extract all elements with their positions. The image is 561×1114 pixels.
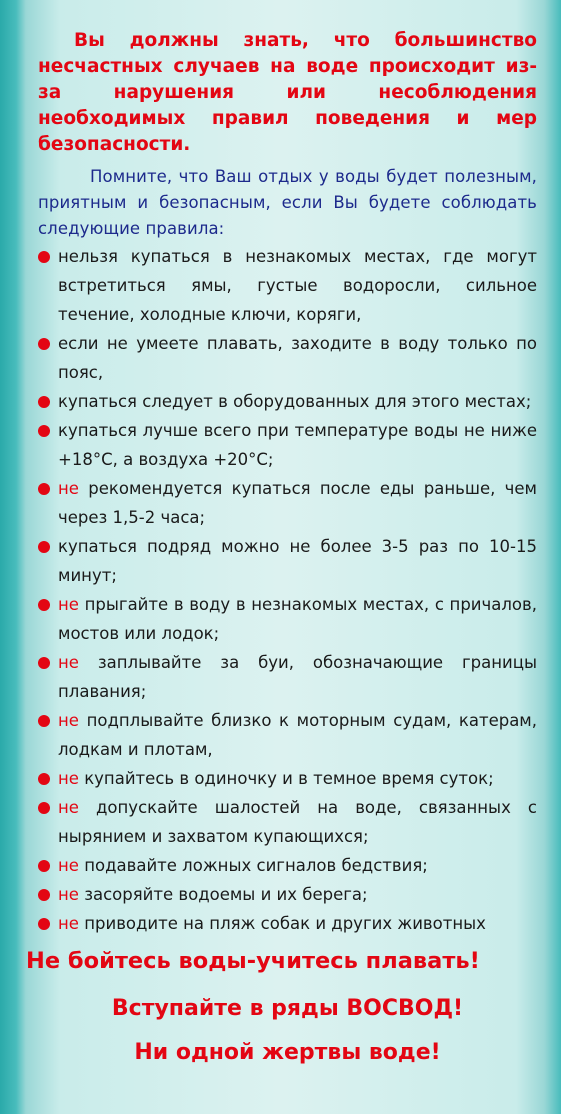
rule-negation: не (58, 653, 79, 672)
rule-item (38, 329, 537, 387)
intro-text: Помните, что Ваш отдых у воды будет полезным, приятным и безопасным, если Вы будете соблюдать следующие правила: (38, 167, 537, 238)
rule-negation: не (58, 769, 79, 788)
rule-text: подплывайте близко к моторным судам, катерам, лодкам и плотам, (58, 711, 537, 759)
rule-text: рекомендуется купаться после еды раньше, чем через 1,5-2 часа; (58, 479, 538, 527)
rule-text: купаться следует в оборудованных для этого местах; (58, 392, 532, 411)
rule-item (38, 242, 537, 329)
rule-negation: не (58, 856, 79, 875)
slogan-no-victims: Ни одной жертвы воде! (134, 1040, 441, 1065)
rule-item (38, 532, 537, 590)
slogans (26, 946, 537, 1068)
content-panel (26, 8, 551, 1108)
rule-text: купаться лучше всего при температуре воды не ниже +18°С, а воздуха +20°С; (58, 421, 537, 469)
rule-text: заплывайте за буи, обозначающие границы плавания; (58, 653, 537, 701)
rule-item (38, 706, 537, 764)
rule-item (38, 880, 537, 909)
rule-text: приводите на пляж собак и других животных (84, 914, 486, 933)
slogan-learn-to-swim: Не бойтесь воды-учитесь плавать! (26, 948, 480, 974)
rule-negation: не (58, 595, 79, 614)
rule-item (38, 764, 537, 793)
bullet-dot-icon (38, 541, 50, 553)
bullet-dot-icon (38, 338, 50, 350)
bullet-dot-icon (38, 396, 50, 408)
bullet-dot-icon (38, 918, 50, 930)
bullet-dot-icon (38, 860, 50, 872)
rule-text: нельзя купаться в незнакомых местах, где могут встретиться ямы, густые водоросли, сильное течение, холодные ключи, коряги, (58, 247, 537, 324)
rule-item (38, 851, 537, 880)
bullet-dot-icon (38, 773, 50, 785)
rule-item (38, 387, 537, 416)
warning-text: Вы должны знать, что большинство несчастных случаев на воде происходит из-за нарушения или несоблюдения необходимых правил поведения и мер безопасности. (38, 30, 537, 155)
bullet-dot-icon (38, 251, 50, 263)
rule-text: купаться подряд можно не более 3-5 раз по 10-15 минут; (58, 537, 537, 585)
rule-item (38, 909, 537, 938)
bullet-dot-icon (38, 657, 50, 669)
rule-item (38, 590, 537, 648)
rule-text: купайтесь в одиночку и в темное время суток; (84, 769, 494, 788)
rule-text: допускайте шалостей на воде, связанных с нырянием и захватом купающихся; (58, 798, 537, 846)
rule-item (38, 793, 537, 851)
rule-item (38, 474, 537, 532)
rule-item (38, 648, 537, 706)
bullet-dot-icon (38, 599, 50, 611)
rule-negation: не (58, 798, 79, 817)
bullet-dot-icon (38, 715, 50, 727)
bullet-dot-icon (38, 483, 50, 495)
rule-negation: не (58, 914, 79, 933)
rule-text: прыгайте в воду в незнакомых местах, с причалов, мостов или лодок; (58, 595, 537, 643)
bullet-dot-icon (38, 802, 50, 814)
rules-list (38, 242, 537, 938)
bullet-dot-icon (38, 889, 50, 901)
rule-negation: не (58, 479, 79, 498)
slogan-join-vosvod: Вступайте в ряды ВОСВОД! (111, 996, 464, 1021)
rule-text: подавайте ложных сигналов бедствия; (84, 856, 428, 875)
rule-item (38, 416, 537, 474)
rule-text: если не умеете плавать, заходите в воду только по пояс, (58, 334, 537, 382)
rule-negation: не (58, 711, 79, 730)
rule-negation: не (58, 885, 79, 904)
bullet-dot-icon (38, 425, 50, 437)
rule-text: засоряйте водоемы и их берега; (84, 885, 368, 904)
